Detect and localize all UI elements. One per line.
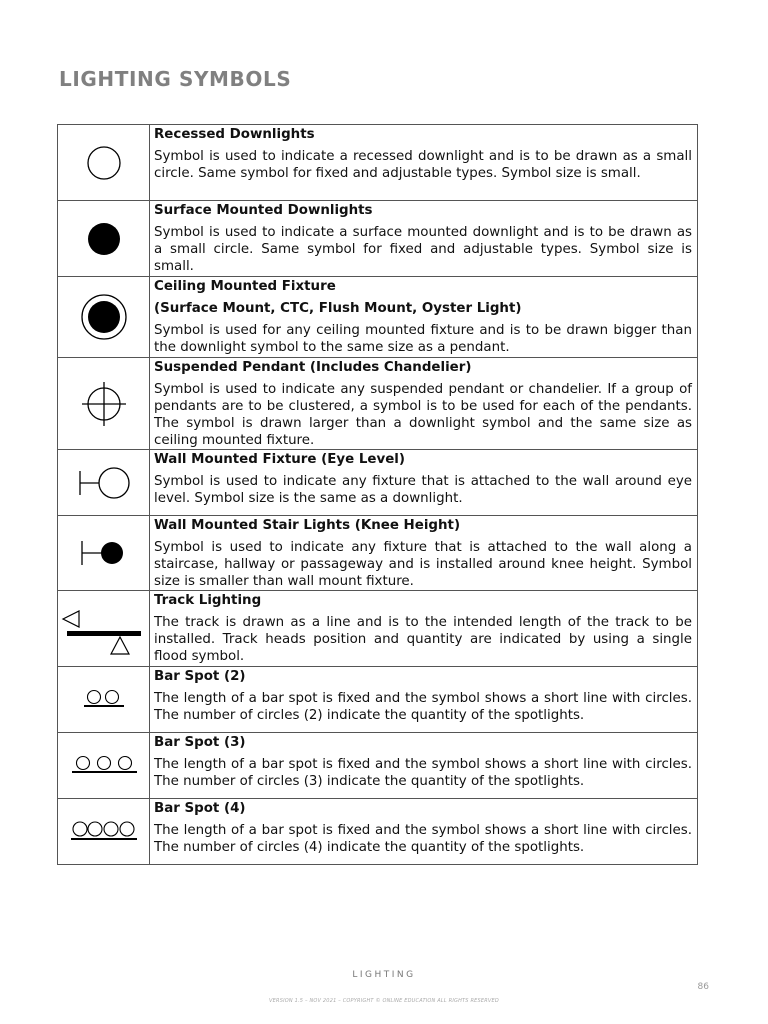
table-row	[58, 591, 698, 667]
symbol-description: Symbol is used to indicate any fixture that is attached to the wall around eye level. Symbol size is the same as a downlight.	[154, 474, 692, 506]
table-row	[58, 450, 698, 516]
track-lighting-icon	[59, 599, 149, 659]
copyright-notice: VERSION 1.5 – NOV 2021 – COPYRIGHT © ONLINE EDUCATION ALL RIGHTS RESERVED	[269, 998, 499, 1004]
footer-section-label: LIGHTING	[352, 970, 416, 980]
bar-spot-4-icon	[64, 817, 144, 847]
symbol-heading: Track Lighting	[154, 593, 262, 608]
symbol-description: Symbol is used to indicate any suspended pendant or chandelier. If a group of pendants are to be clustered, a symbol is to be used for each of the pendants. The symbol is drawn larger than a downlight symbol and the same size as ceiling mounted fixture.	[154, 382, 692, 448]
table-row	[58, 667, 698, 733]
symbol-description: Symbol is used to indicate a surface mounted downlight and is to be drawn as a small circle. Same symbol for fixed and adjustable types. Symbol size is small.	[154, 225, 692, 274]
bar-spot-3-icon	[64, 751, 144, 781]
symbol-heading: Ceiling Mounted Fixture	[154, 279, 336, 294]
hollow-circle-icon	[64, 133, 144, 193]
bar-spot-2-icon	[64, 685, 144, 715]
table-row	[58, 733, 698, 799]
table-row	[58, 277, 698, 358]
symbol-heading: Surface Mounted Downlights	[154, 203, 373, 218]
lighting-symbols-table	[57, 124, 698, 865]
crosshair-circle-icon	[64, 364, 144, 444]
wall-hollow-circle-icon	[64, 461, 144, 505]
symbol-heading: Wall Mounted Fixture (Eye Level)	[154, 452, 406, 467]
symbol-heading: Bar Spot (4)	[154, 801, 246, 816]
page-title: LIGHTING SYMBOLS	[59, 67, 292, 91]
symbol-description: The length of a bar spot is fixed and the symbol shows a short line with circles. The number of circles (4) indicate the quantity of the spotlights.	[154, 823, 692, 855]
symbol-description: The length of a bar spot is fixed and the symbol shows a short line with circles. The number of circles (2) indicate the quantity of the spotlights.	[154, 691, 692, 723]
table-row	[58, 125, 698, 201]
symbol-subheading: (Surface Mount, CTC, Flush Mount, Oyster Light)	[154, 301, 522, 316]
page-number: 86	[697, 982, 709, 992]
symbol-heading: Bar Spot (3)	[154, 735, 246, 750]
table-row	[58, 799, 698, 865]
symbol-heading: Wall Mounted Stair Lights (Knee Height)	[154, 518, 461, 533]
ringed-filled-circle-icon	[64, 285, 144, 349]
symbol-heading: Recessed Downlights	[154, 127, 315, 142]
symbol-description: The track is drawn as a line and is to the intended length of the track to be installed. Track heads position and quantity are indicated by using a single flood symbol.	[154, 615, 692, 664]
symbol-description: Symbol is used to indicate any fixture that is attached to the wall along a staircase, hallway or passageway and is installed around knee height. Symbol size is smaller than wall mount fixture.	[154, 540, 692, 589]
wall-filled-circle-icon	[64, 531, 144, 575]
table-row	[58, 201, 698, 277]
table-row	[58, 516, 698, 591]
table-row	[58, 358, 698, 450]
symbol-description: The length of a bar spot is fixed and the symbol shows a short line with circles. The number of circles (3) indicate the quantity of the spotlights.	[154, 757, 692, 789]
symbol-description: Symbol is used for any ceiling mounted fixture and is to be drawn bigger than the downlight symbol to the same size as a pendant.	[154, 323, 692, 355]
symbol-heading: Bar Spot (2)	[154, 669, 246, 684]
symbol-heading: Suspended Pendant (Includes Chandelier)	[154, 360, 472, 375]
symbol-description: Symbol is used to indicate a recessed downlight and is to be drawn as a small circle. Same symbol for fixed and adjustable types. Symbol size is small.	[154, 149, 692, 181]
filled-circle-icon	[64, 209, 144, 269]
